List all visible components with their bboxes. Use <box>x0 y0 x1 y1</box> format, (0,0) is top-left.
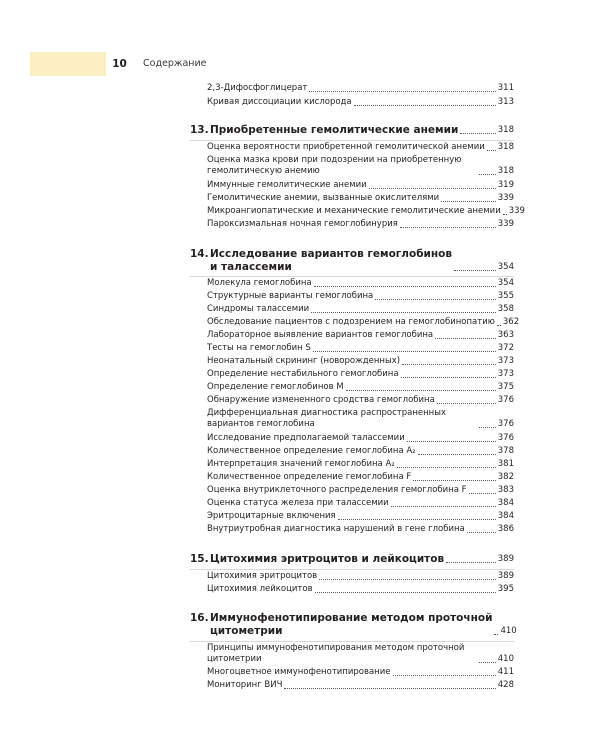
running-title: Содержание <box>143 58 207 69</box>
toc-entry-page: 381 <box>497 459 514 469</box>
toc-entry-page: 319 <box>497 180 514 190</box>
leader-dots <box>413 480 496 481</box>
toc-entry-page: 383 <box>497 485 514 495</box>
toc-entry-title: Исследование предполагаемой талассемии <box>207 433 405 443</box>
leader-dots <box>460 133 495 134</box>
leader-dots <box>441 201 496 202</box>
toc-entry-page: 375 <box>497 382 514 392</box>
toc-entry-title: Цитохимия лейкоцитов <box>207 584 313 594</box>
toc-entry-page: 373 <box>497 369 514 379</box>
toc-entry-page: 362 <box>502 317 520 327</box>
leader-dots <box>375 299 496 300</box>
toc-entry-page: 339 <box>508 206 525 216</box>
leader-dots <box>469 493 496 494</box>
toc-entry[interactable] <box>207 278 514 289</box>
toc-entry-title: Оценка мазка крови при подозрении на приобретенную гемолитическую анемию <box>207 155 462 176</box>
chapter-number: 14. <box>190 248 209 260</box>
toc-entry-title: Мониторинг ВИЧ <box>207 680 283 690</box>
toc-entry-page: 378 <box>497 446 514 456</box>
toc-entry-page: 354 <box>497 278 514 288</box>
toc-entry[interactable] <box>207 343 514 354</box>
toc-entry[interactable] <box>207 142 514 153</box>
toc-entry[interactable] <box>207 304 514 315</box>
toc-entry-title: Обнаружение измененного сродства гемоглобина <box>207 395 435 405</box>
leader-dots <box>313 351 496 352</box>
page-number: 10 <box>106 52 133 76</box>
toc-entry[interactable] <box>207 97 514 108</box>
toc-entry-title: Определение гемоглобинов M <box>207 382 344 392</box>
toc-entry[interactable] <box>207 369 514 380</box>
toc-entry-page: 318 <box>497 166 514 176</box>
chapter-number: 16. <box>190 612 209 624</box>
toc-entry-title: Пароксизмальная ночная гемоглобинурия <box>207 219 398 229</box>
leader-dots <box>393 675 496 676</box>
leader-dots <box>369 188 496 189</box>
toc-entry[interactable] <box>207 524 514 535</box>
toc-entry-page: 386 <box>497 524 514 534</box>
toc-entry-page: 389 <box>497 571 514 581</box>
toc-entry-title: Синдромы талассемии <box>207 304 310 314</box>
toc-entry-title: Молекула гемоглобина <box>207 278 312 288</box>
leader-dots <box>402 364 496 365</box>
leader-dots <box>487 150 496 151</box>
toc-entry[interactable] <box>207 511 514 522</box>
toc-entry-title: Многоцветное иммунофенотипирование <box>207 667 391 677</box>
toc-entry-page: 382 <box>497 472 514 482</box>
chapter-title-line2: цитометрии <box>210 625 283 637</box>
leader-dots <box>315 592 496 593</box>
page-header <box>30 52 330 76</box>
leader-dots <box>503 214 507 215</box>
chapter-heading[interactable] <box>190 612 517 638</box>
leader-dots <box>418 454 496 455</box>
toc-entry-page: 373 <box>497 356 514 366</box>
divider <box>190 569 514 570</box>
chapter-title: Исследование вариантов гемоглобинов <box>210 248 452 260</box>
toc-entry[interactable] <box>207 155 514 177</box>
toc-entry-title: Структурные варианты гемоглобина <box>207 291 374 301</box>
toc-entry[interactable] <box>207 382 514 393</box>
divider <box>190 276 514 277</box>
toc-entry-title: Интерпретация значений гемоглобина A₂ <box>207 459 395 469</box>
toc-entry-page: 376 <box>497 419 514 429</box>
toc-entry[interactable] <box>207 680 514 691</box>
leader-dots <box>479 174 496 175</box>
toc-entry-title: Дифференциальная диагностика распространенных вариантов гемоглобина <box>207 408 446 429</box>
leader-dots <box>346 390 496 391</box>
toc-entry-title: Тесты на гемоглобин S <box>207 343 311 353</box>
toc-entry[interactable] <box>207 291 514 302</box>
toc-entry[interactable] <box>207 330 514 341</box>
leader-dots <box>311 312 496 313</box>
toc-entry[interactable] <box>207 667 514 678</box>
toc-entry-title: Кривая диссоциации кислорода <box>207 97 352 107</box>
toc-entry-title: Оценка вероятности приобретенной гемолитической анемии <box>207 142 485 152</box>
toc-entry[interactable] <box>207 571 514 582</box>
toc-entry[interactable] <box>207 472 514 483</box>
toc-entry-page: 428 <box>497 680 514 690</box>
toc-entry-page: 358 <box>497 304 514 314</box>
toc-entry-title: Иммунные гемолитические анемии <box>207 180 367 190</box>
toc-entry[interactable] <box>207 485 514 496</box>
leader-dots <box>319 579 496 580</box>
toc-entry-page: 318 <box>497 142 514 152</box>
chapter-page: 410 <box>500 626 517 636</box>
toc-entry[interactable] <box>207 356 514 367</box>
toc-entry-title: Обследование пациентов с подозрением на гемоглобинопатию <box>207 317 495 327</box>
toc-entry-title: Внутриутробная диагностика нарушений в гене глобина <box>207 524 465 534</box>
toc-entry-title: Микроангиопатические и механические гемолитические анемии <box>207 206 501 216</box>
leader-dots <box>479 662 496 663</box>
toc-entry-page: 395 <box>497 584 514 594</box>
leader-dots <box>391 506 496 507</box>
toc-entry[interactable] <box>207 446 514 457</box>
toc-entry[interactable] <box>207 408 514 430</box>
leader-dots <box>479 427 496 428</box>
toc-entry[interactable] <box>207 459 514 470</box>
chapter-heading[interactable] <box>190 248 514 274</box>
toc-entry-title: Количественное определение гемоглобина F <box>207 472 412 482</box>
toc-entry[interactable] <box>207 317 520 328</box>
leader-dots <box>314 286 496 287</box>
toc-entry-title: Гемолитические анемии, вызванные окислителями <box>207 193 440 203</box>
toc-entry-title: Принципы иммунофенотипирования методом проточной цитометрии <box>207 643 465 664</box>
toc-entry-title: Оценка внутриклеточного распределения гемоглобина F <box>207 485 467 495</box>
toc-entry[interactable] <box>207 433 514 444</box>
toc-entry-page: 339 <box>497 193 514 203</box>
chapter-title: Иммунофенотипирование методом проточной <box>210 612 493 624</box>
leader-dots <box>401 377 496 378</box>
chapter-title: Цитохимия эритроцитов и лейкоцитов <box>210 553 445 565</box>
toc-entry-title: Определение нестабильного гемоглобина <box>207 369 399 379</box>
toc-entry[interactable] <box>207 498 514 509</box>
toc-entry[interactable] <box>207 193 514 204</box>
toc-entry-title: Лабораторное выявление вариантов гемоглобина <box>207 330 434 340</box>
leader-dots <box>497 325 501 326</box>
toc-entry[interactable] <box>207 395 514 406</box>
toc-entry-page: 411 <box>497 667 514 677</box>
toc-entry[interactable] <box>207 643 514 665</box>
toc-entry-page: 311 <box>497 83 514 93</box>
toc-entry-page: 410 <box>497 654 514 664</box>
leader-dots <box>454 270 496 271</box>
leader-dots <box>397 467 496 468</box>
chapter-page: 318 <box>497 125 514 135</box>
toc-entry-page: 376 <box>497 433 514 443</box>
toc-entry-page: 384 <box>497 498 514 508</box>
toc-entry-page: 313 <box>497 97 514 107</box>
chapter-title: Приобретенные гемолитические анемии <box>210 124 459 136</box>
leader-dots <box>435 338 496 339</box>
toc-entry-page: 355 <box>497 291 514 301</box>
toc-entry[interactable] <box>207 180 514 191</box>
toc-entry-title: Эритроцитарные включения <box>207 511 336 521</box>
divider <box>190 140 514 141</box>
chapter-title-line2: и талассемии <box>210 261 292 273</box>
toc-entry[interactable] <box>207 206 525 217</box>
chapter-heading[interactable] <box>190 124 514 137</box>
leader-dots <box>437 403 496 404</box>
toc-entry[interactable] <box>207 584 514 595</box>
chapter-number: 15. <box>190 553 209 565</box>
toc-entry-page: 339 <box>497 219 514 229</box>
leader-dots <box>354 105 496 106</box>
toc-entry[interactable] <box>207 83 514 94</box>
toc-entry-title: 2,3-Дифосфоглицерат <box>207 83 308 93</box>
chapter-number: 13. <box>190 124 209 136</box>
header-accent-band <box>30 52 106 76</box>
leader-dots <box>284 688 495 689</box>
toc-entry-title: Количественное определение гемоглобина A₂ <box>207 446 416 456</box>
toc-entry-page: 363 <box>497 330 514 340</box>
chapter-page: 389 <box>497 554 514 564</box>
leader-dots <box>446 562 496 563</box>
leader-dots <box>407 441 496 442</box>
toc-entry-title: Неонатальный скрининг (новорожденных) <box>207 356 401 366</box>
leader-dots <box>400 227 496 228</box>
leader-dots <box>309 91 495 92</box>
divider <box>190 641 514 642</box>
leader-dots <box>467 532 496 533</box>
leader-dots <box>338 519 496 520</box>
toc-entry[interactable] <box>207 219 514 230</box>
toc-entry-page: 384 <box>497 511 514 521</box>
chapter-heading[interactable] <box>190 553 514 566</box>
toc-entry-title: Оценка статуса железа при талассемии <box>207 498 389 508</box>
chapter-page: 354 <box>497 262 514 272</box>
toc-entry-page: 376 <box>497 395 514 405</box>
leader-dots <box>494 634 498 635</box>
toc-entry-title: Цитохимия эритроцитов <box>207 571 318 581</box>
toc-entry-page: 372 <box>497 343 514 353</box>
